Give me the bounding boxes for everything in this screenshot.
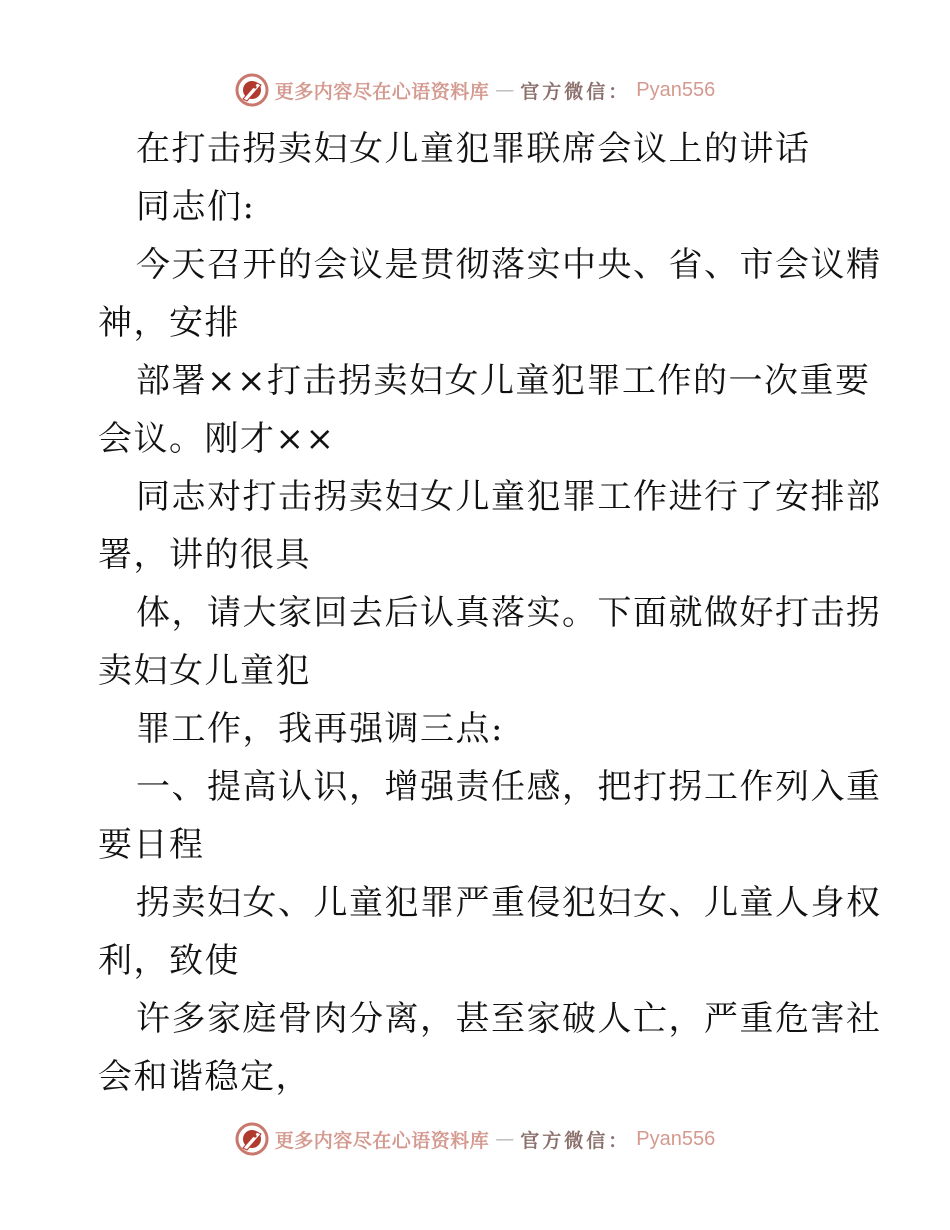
document-title: 在打击拐卖妇女儿童犯罪联席会议上的讲话 (136, 129, 811, 169)
text-line: 许多家庭骨肉分离，甚至家破人亡，严重危害社 (136, 999, 882, 1039)
pen-nib-seal-icon (235, 73, 269, 107)
watermark-wechat-id: Pyan556 (636, 1127, 716, 1150)
watermark-site-text: 更多内容尽在心语资料库 (274, 80, 490, 103)
section-heading: 一、提高认识，增强责任感，把打拐工作列入重 (136, 767, 882, 807)
watermark-dash: — (495, 1128, 515, 1150)
watermark-wechat-label: 官方微信： (520, 80, 631, 103)
text-line: 神，安排 (98, 303, 240, 343)
text-line: 今天召开的会议是贯彻落实中央、省、市会议精 (136, 245, 882, 285)
section-heading-cont: 要日程 (98, 825, 205, 865)
text-line: 同志对打击拐卖妇女儿童犯罪工作进行了安排部 (136, 477, 882, 517)
text-line: 署，讲的很具 (98, 535, 311, 575)
text-line: 拐卖妇女、儿童犯罪严重侵犯妇女、儿童人身权 (136, 883, 882, 923)
watermark-footer (0, 1121, 950, 1157)
text-line: 体，请大家回去后认真落实。下面就做好打击拐 (136, 593, 882, 633)
watermark-dash: — (495, 79, 515, 101)
text-line: 利，致使 (98, 941, 240, 981)
watermark-site-text: 更多内容尽在心语资料库 (274, 1129, 490, 1152)
watermark-wechat-id: Pyan556 (636, 78, 716, 101)
salutation: 同志们: (136, 187, 256, 227)
text-line: 会议。刚才×× (98, 419, 336, 459)
text-line: 会和谐稳定， (98, 1057, 311, 1097)
text-line: 部署××打击拐卖妇女儿童犯罪工作的一次重要 (136, 361, 871, 401)
watermark-wechat-label: 官方微信： (520, 1129, 631, 1152)
text-line: 罪工作，我再强调三点: (136, 709, 504, 749)
text-line: 卖妇女儿童犯 (98, 651, 311, 691)
pen-nib-seal-icon (235, 1122, 269, 1156)
watermark-header (0, 72, 950, 108)
